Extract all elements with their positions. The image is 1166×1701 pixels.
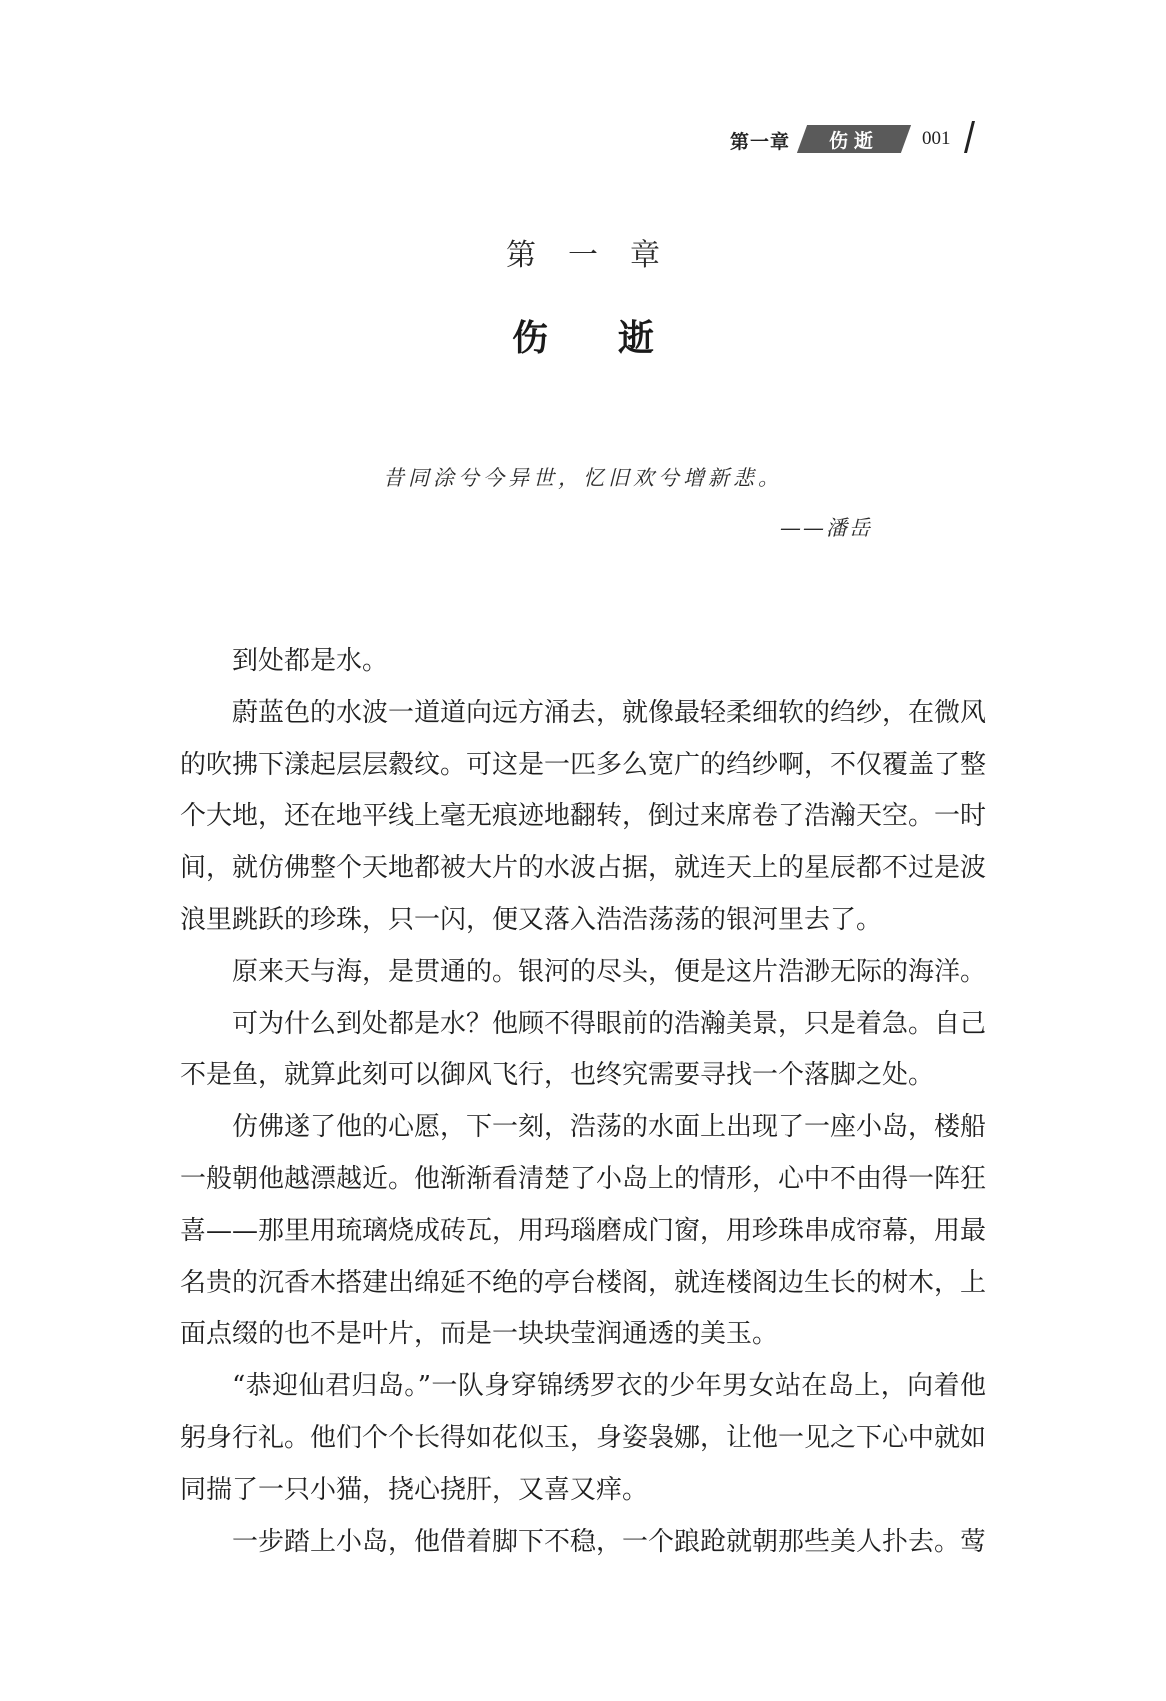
paragraph: 到处都是水。 <box>232 646 389 676</box>
running-header <box>730 125 1060 161</box>
paragraph: 一步踏上小岛，他借着脚下不稳，一个踉跄就朝那些美人扑去。莺 <box>232 1526 987 1557</box>
page-number: 001 <box>922 128 951 149</box>
chapter-label: 第一章 <box>506 238 692 273</box>
paragraph: 仿佛遂了他的心愿，下一刻，浩荡的水面上出现了一座小岛，楼船一般朝他越漂越近。他渐渐看清楚了小岛上的情形，心中不由得一阵狂喜——那里用琉璃烧成砖瓦，用玛瑙磨成门窗，用珍珠串成帘幕，用最名贵的沉香木搭建出绵延不绝的亭台楼阁，就连楼阁边生长的树木，上面点缀的也不是叶片，而是一块块莹润通透的美玉。 <box>180 1112 987 1350</box>
paragraph: 原来天与海，是贯通的。银河的尽头，便是这片浩渺无际的海洋。 <box>232 956 987 987</box>
paragraph: “恭迎仙君归岛。”一队身穿锦绣罗衣的少年男女站在岛上，向着他躬身行礼。他们个个长得如花似玉，身姿袅娜，让他一见之下心中就如同揣了一只小猫，挠心挠肝，又喜又痒。 <box>180 1371 987 1505</box>
paragraph: 蔚蓝色的水波一道道向远方涌去，就像最轻柔细软的绉纱，在微风的吹拂下漾起层层縠纹。可这是一匹多么宽广的绉纱啊，不仅覆盖了整个大地，还在地平线上毫无痕迹地翻转，倒过来席卷了浩瀚天空。一时间，就仿佛整个天地都被大片的水波占据，就连天上的星辰都不过是波浪里跳跃的珍珠，只一闪，便又落入浩浩荡荡的银河里去了。 <box>180 697 987 935</box>
paragraph: 可为什么到处都是水？他顾不得眼前的浩瀚美景，只是着急。自己不是鱼，就算此刻可以御风飞行，也终究需要寻找一个落脚之处。 <box>180 1008 987 1091</box>
running-header-chapter: 第一章 <box>730 131 791 153</box>
chapter-title: 伤逝 <box>511 317 724 359</box>
epigraph-author: ——潘岳 <box>780 516 872 540</box>
running-header-title: 伤逝 <box>828 130 879 152</box>
epigraph-quote: 昔同涂兮今异世，忆旧欢兮增新悲。 <box>383 466 783 490</box>
header-slash-divider <box>964 121 975 153</box>
body-text <box>180 636 986 1568</box>
